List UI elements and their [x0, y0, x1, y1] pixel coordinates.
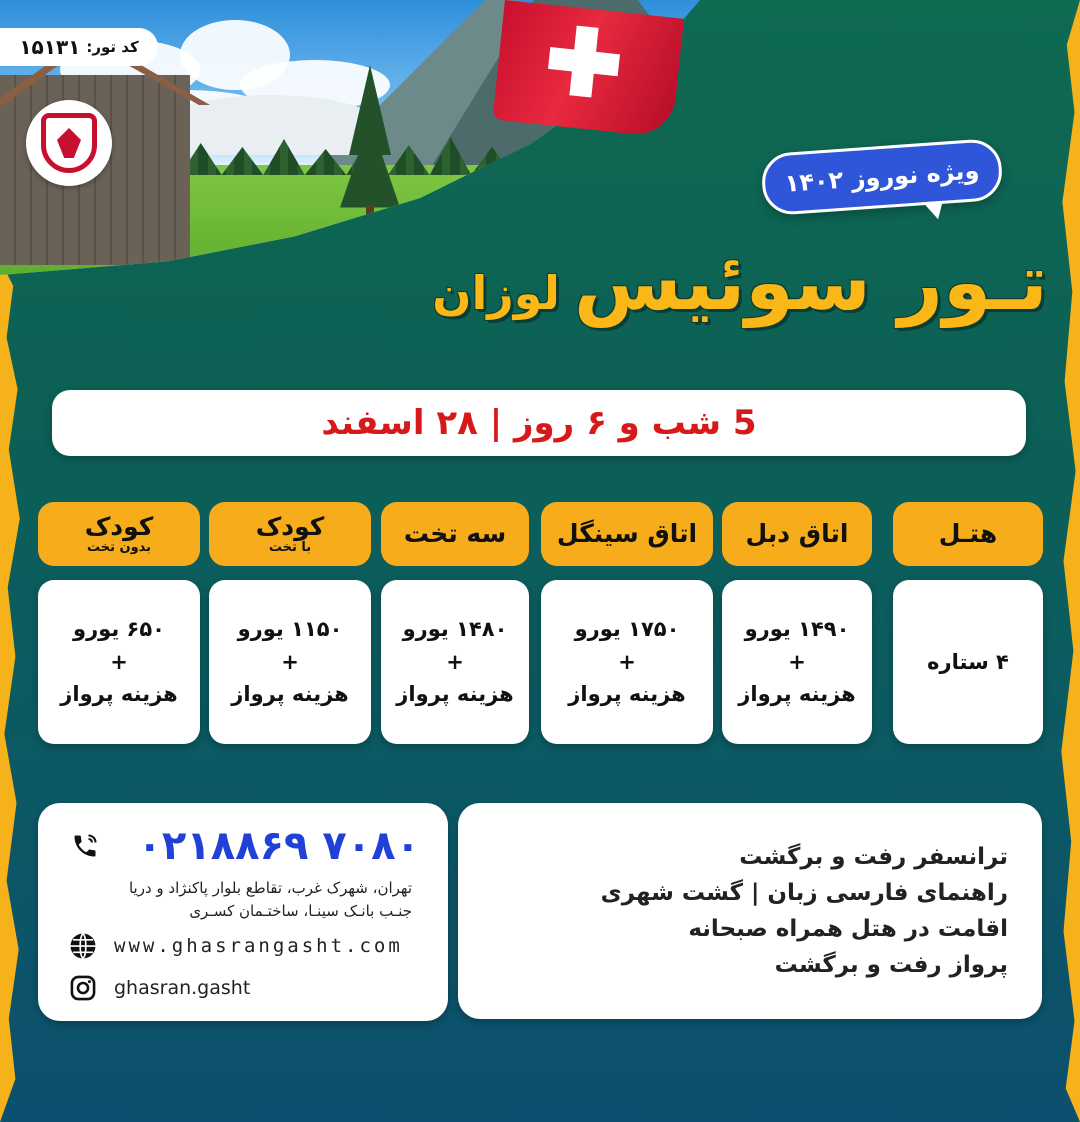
column-child-with-bed	[209, 502, 371, 744]
company-logo	[26, 100, 112, 186]
address-text: تهران، شهرک غرب، تقاطع بلوار پاکنژاد و دریا جنـب بانـک سینـا، ساختـمان کسـری	[128, 879, 412, 920]
globe-icon	[68, 931, 98, 961]
title-main: تـور سوئیس	[573, 238, 1048, 328]
phone-row[interactable]	[70, 821, 420, 871]
column-header: کودک با تخت	[209, 502, 371, 566]
instagram-row[interactable]	[68, 971, 428, 1005]
column-cell: ۱۴۸۰ یورو + هزینه پرواز	[381, 580, 529, 744]
tour-code-label: کد تور:	[86, 38, 139, 56]
website-link[interactable]: www.ghasrangasht.com	[114, 935, 403, 957]
column-cell: ۱۷۵۰ یورو + هزینه پرواز	[541, 580, 713, 744]
column-header: اتاق سینگل	[541, 502, 713, 566]
feature-item: اقامت در هتل همراه صبحانه	[688, 916, 1008, 942]
instagram-icon	[68, 973, 98, 1003]
feature-item: راهنمای فارسی زبان | گشت شهری	[600, 880, 1008, 906]
torn-edge-left	[0, 260, 22, 1122]
phone-number[interactable]: ۰۲۱۸۸۶۹ ۷۰۸۰	[137, 823, 420, 869]
website-row[interactable]	[68, 929, 428, 963]
column-hotel	[893, 502, 1043, 744]
torn-edge-right	[1058, 0, 1080, 1122]
feature-item: ترانسفر رفت و برگشت	[739, 844, 1008, 870]
title-sub: لوزان	[432, 266, 560, 320]
column-cell: ۶۵۰ یورو + هزینه پرواز	[38, 580, 200, 744]
tour-code-value: ۱۵۱۳۱	[19, 35, 81, 59]
column-child-without-bed	[38, 502, 200, 744]
column-header: کودک بدون تخت	[38, 502, 200, 566]
tour-code-tag	[0, 28, 158, 66]
column-triple-room	[381, 502, 529, 744]
nowruz-badge: ویژه نوروز ۱۴۰۲	[760, 138, 1004, 217]
features-box	[458, 803, 1042, 1019]
page-title	[430, 238, 1050, 348]
column-header: سه تخت	[381, 502, 529, 566]
contact-box	[38, 803, 448, 1021]
phone-icon	[70, 831, 100, 861]
column-double-room	[722, 502, 872, 744]
column-cell: ۱۴۹۰ یورو + هزینه پرواز	[722, 580, 872, 744]
column-cell: ۱۱۵۰ یورو + هزینه پرواز	[209, 580, 371, 744]
swiss-flag-image	[492, 0, 684, 138]
column-header: هتـل	[893, 502, 1043, 566]
date-duration-bar: 5 شب و ۶ روز | ۲۸ اسفند	[52, 390, 1026, 456]
column-single-room	[541, 502, 713, 744]
column-cell: ۴ ستاره	[893, 580, 1043, 744]
feature-item: پرواز رفت و برگشت	[774, 952, 1008, 978]
column-header: اتاق دبل	[722, 502, 872, 566]
instagram-handle[interactable]: ghasran.gasht	[114, 977, 251, 999]
